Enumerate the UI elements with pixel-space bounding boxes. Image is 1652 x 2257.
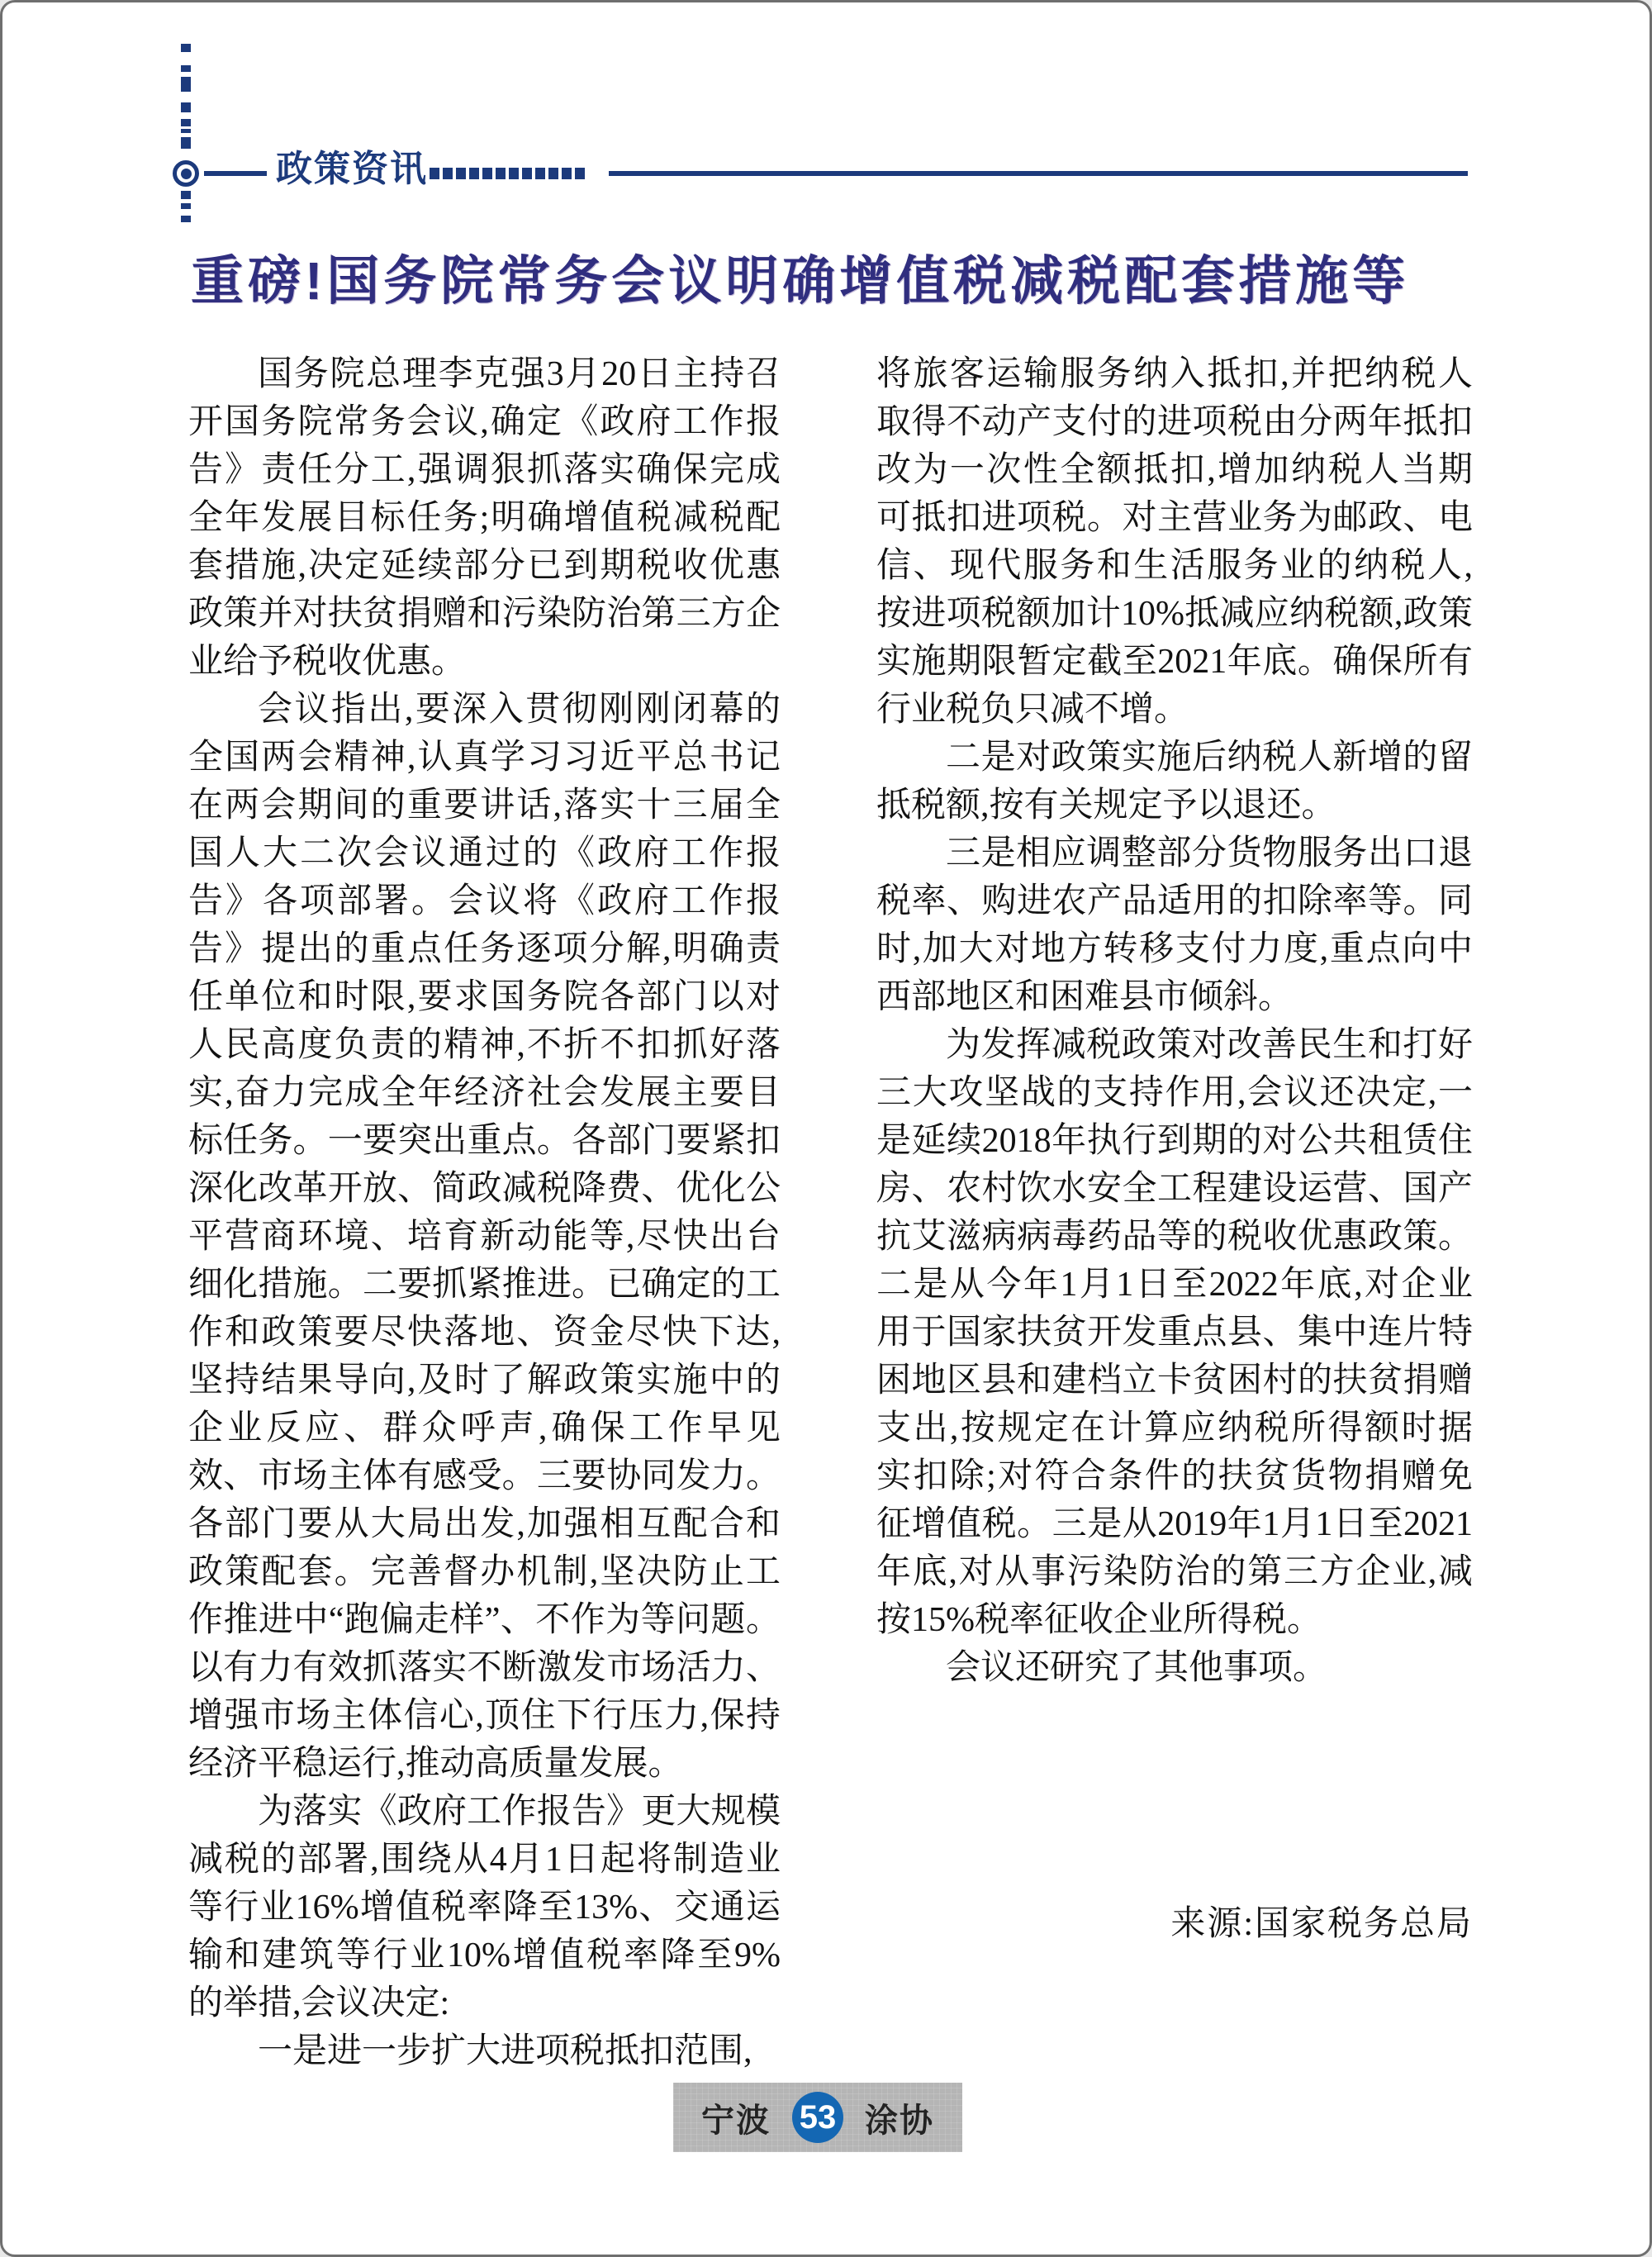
paragraph: 将旅客运输服务纳入抵扣,并把纳税人取得不动产支付的进项税由分两年抵扣改为一次性全额抵扣,增加纳税人当期可抵扣进项税。对主营业务为邮政、电信、现代服务和生活服务业的纳税人,按进项税额加计10%抵减应纳税额,政策实施期限暂定截至2021年底。确保所有行业税负只减不增。 xyxy=(876,355,1473,729)
page-number: 53 xyxy=(799,2098,837,2136)
squares-decoration xyxy=(430,168,585,179)
left-column xyxy=(188,350,781,2075)
header-rule xyxy=(609,171,1468,176)
footer-badge xyxy=(673,2083,962,2152)
right-column xyxy=(876,350,1473,1692)
paragraph: 一是进一步扩大进项税抵扣范围, xyxy=(258,2032,752,2070)
page-number-circle xyxy=(792,2092,843,2143)
article-title: 重磅!国务院常务会议明确增值税减税配套措施等 xyxy=(191,251,1410,311)
footer-right-label: 涂协 xyxy=(865,2102,934,2139)
paragraph: 国务院总理李克强3月20日主持召开国务院常务会议,确定《政府工作报告》责任分工,强调狠抓落实确保完成全年发展目标任务;明确增值税减税配套措施,决定延续部分已到期税收优惠政策并对扶贫捐赠和污染防治第三方企业给予税收优惠。 xyxy=(188,355,781,681)
paragraph: 为落实《政府工作报告》更大规模减税的部署,围绕从4月1日起将制造业等行业16%增值税率降至13%、交通运输和建筑等行业10%增值税率降至9%的举措,会议决定: xyxy=(188,1793,781,2022)
bullseye-icon xyxy=(173,160,199,187)
paragraph: 会议还研究了其他事项。 xyxy=(946,1649,1328,1687)
paragraph: 二是对政策实施后纳税人新增的留抵税额,按有关规定予以退还。 xyxy=(876,739,1473,824)
header-dash-rule xyxy=(204,171,267,176)
section-label: 政策资讯 xyxy=(276,149,428,189)
source-line: 来源:国家税务总局 xyxy=(1170,1905,1473,1943)
paragraph: 为发挥减税政策对改善民生和打好三大攻坚战的支持作用,会议还决定,一是延续2018年执行到期的对公共租赁住房、农村饮水安全工程建设运营、国产抗艾滋病病毒药品等的税收优惠政策。二是从今年1月1日至2022年底,对企业用于国家扶贫开发重点县、集中连片特困地区县和建档立卡贫困村的扶贫捐赠支出,按规定在计算应纳税所得额时据实扣除;对符合条件的扶贫货物捐赠免征增值税。三是从2019年1月1日至2021年底,对从事污染防治的第三方企业,减按15%税率征收企业所得税。 xyxy=(876,1026,1473,1639)
footer-left-label: 宁波 xyxy=(701,2102,771,2139)
paragraph: 三是相应调整部分货物服务出口退税率、购进农产品适用的扣除率等。同时,加大对地方转移支付力度,重点向中西部地区和困难县市倾斜。 xyxy=(876,834,1473,1016)
paragraph: 会议指出,要深入贯彻刚刚闭幕的全国两会精神,认真学习习近平总书记在两会期间的重要讲话,落实十三届全国人大二次会议通过的《政府工作报告》各项部署。会议将《政府工作报告》提出的重点任务逐项分解,明确责任单位和时限,要求国务院各部门以对人民高度负责的精神,不折不扣抓好落实,奋力完成全年经济社会发展主要目标任务。一要突出重点。各部门要紧扣深化改革开放、简政减税降费、优化公平营商环境、培育新动能等,尽快出台细化措施。二要抓紧推进。已确定的工作和政策要尽快落地、资金尽快下达,坚持结果导向,及时了解政策实施中的企业反应、群众呼声,确保工作早见效、市场主体有感受。三要协同发力。各部门要从大局出发,加强相互配合和政策配套。完善督办机制,坚决防止工作推进中“跑偏走样”、不作为等问题。以有力有效抓落实不断激发市场活力、增强市场主体信心,顶住下行压力,保持经济平稳运行,推动高质量发展。 xyxy=(188,691,781,1783)
